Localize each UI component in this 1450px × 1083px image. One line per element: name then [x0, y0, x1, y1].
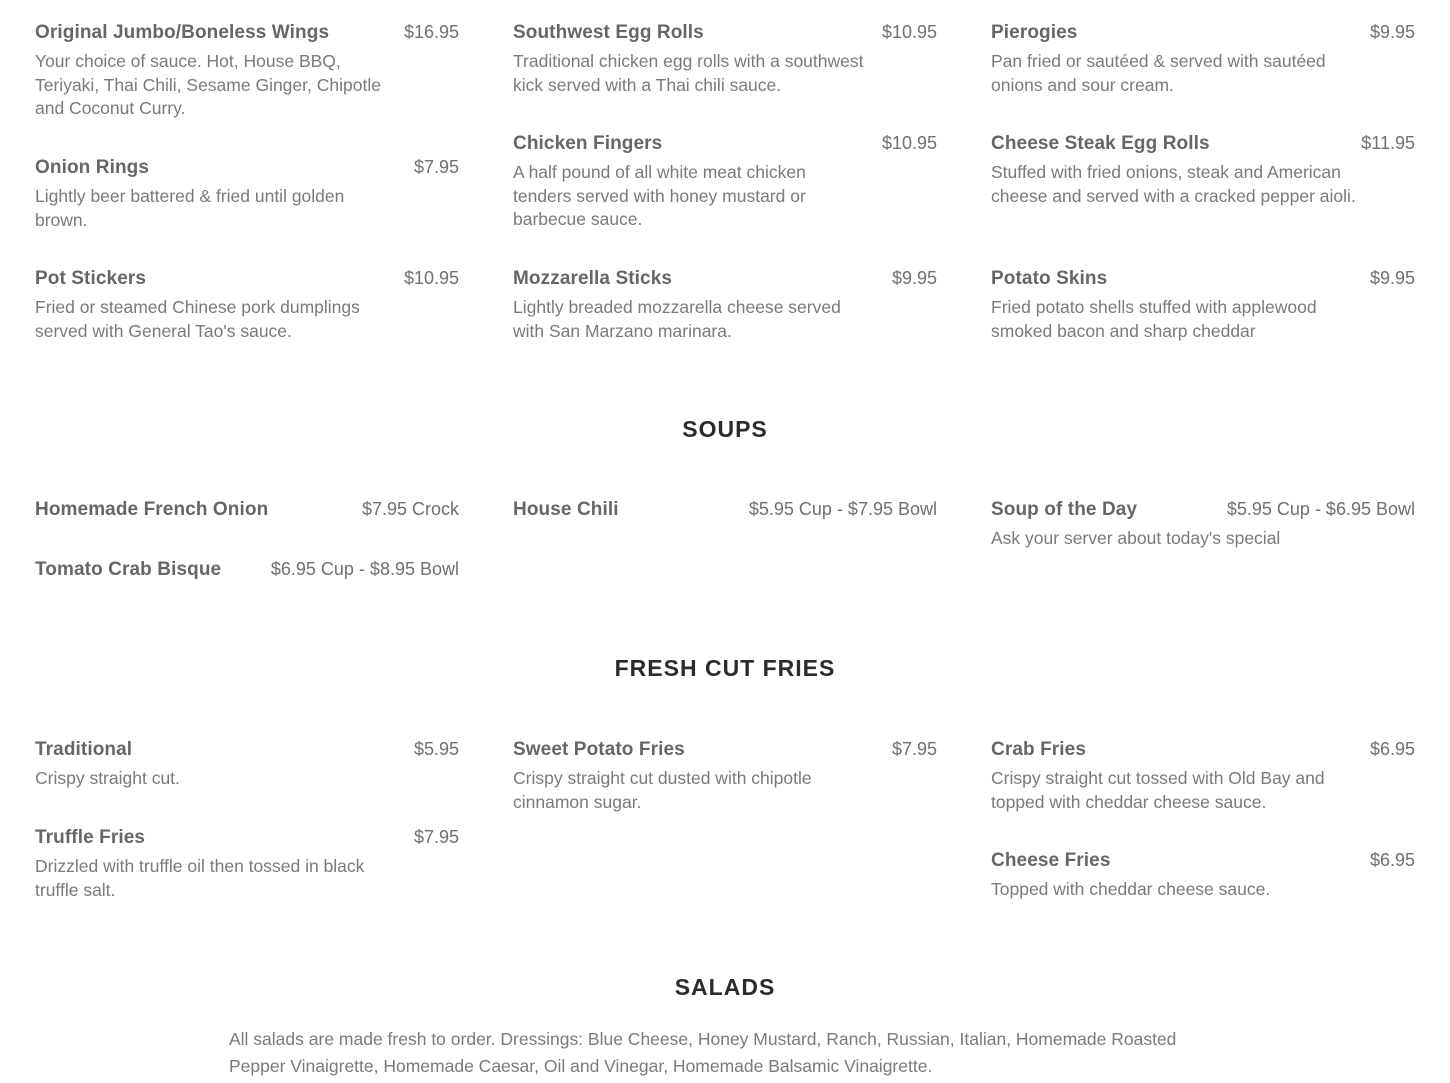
item-price: $16.95: [403, 22, 459, 42]
fries-grid: [35, 737, 1415, 902]
menu-item: [35, 266, 459, 343]
item-name: Potato Skins: [991, 268, 1108, 289]
item-price: $10.95: [881, 133, 937, 153]
item-name: Chicken Fingers: [513, 133, 663, 154]
item-name: Crab Fries: [991, 739, 1086, 760]
menu-item: [513, 497, 937, 522]
item-price: $6.95: [1369, 739, 1415, 759]
menu-item: [513, 266, 937, 343]
item-price: $7.95: [413, 157, 459, 177]
soups-column-2: [513, 497, 937, 582]
item-name: Tomato Crab Bisque: [35, 559, 222, 580]
menu-item: [35, 497, 459, 557]
item-name: Sweet Potato Fries: [513, 739, 685, 760]
item-description: Ask your server about today's special: [991, 528, 1281, 548]
item-name: House Chili: [513, 499, 619, 520]
item-price: $7.95 Crock: [361, 499, 459, 519]
item-name: Soup of the Day: [991, 499, 1138, 520]
item-price: $10.95: [403, 268, 459, 288]
item-description: Crispy straight cut.: [35, 768, 180, 788]
soups-grid: [35, 497, 1415, 582]
section-title-fries: FRESH CUT FRIES: [614, 655, 836, 681]
section-title-soups: SOUPS: [682, 416, 768, 442]
menu-item: [513, 737, 937, 814]
item-price: $5.95 Cup - $6.95 Bowl: [1226, 499, 1415, 519]
menu-item: [991, 20, 1415, 131]
item-name: Traditional: [35, 739, 133, 760]
item-name: Onion Rings: [35, 157, 150, 178]
item-price: $9.95: [891, 268, 937, 288]
item-name: Pierogies: [991, 22, 1078, 43]
appetizers-column-3: [991, 20, 1415, 343]
menu-item: [35, 557, 459, 582]
item-description: Crispy straight cut dusted with chipotle cinnamon sugar.: [513, 768, 812, 812]
item-description: Fried potato shells stuffed with applewood smoked bacon and sharp cheddar: [991, 297, 1317, 341]
item-description: Stuffed with fried onions, steak and American cheese and served with a cracked pepper aioli.: [991, 162, 1356, 206]
menu-item: [513, 131, 937, 266]
item-description: Topped with cheddar cheese sauce.: [991, 879, 1271, 899]
item-description: Lightly breaded mozzarella cheese served with San Marzano marinara.: [513, 297, 841, 341]
item-price: $6.95 Cup - $8.95 Bowl: [270, 559, 459, 579]
item-description: Your choice of sauce. Hot, House BBQ, Teriyaki, Thai Chili, Sesame Ginger, Chipotle and Coconut Curry.: [35, 51, 381, 118]
menu-item: [513, 20, 937, 131]
soups-column-3: [991, 497, 1415, 582]
item-description: Drizzled with truffle oil then tossed in black truffle salt.: [35, 856, 365, 900]
soups-column-1: [35, 497, 459, 582]
item-price: $11.95: [1361, 133, 1415, 153]
menu-item: [35, 20, 459, 155]
menu-item: [35, 155, 459, 266]
item-name: Mozzarella Sticks: [513, 268, 673, 289]
item-price: $6.95: [1369, 850, 1415, 870]
menu-item: [991, 497, 1415, 551]
item-description: Lightly beer battered & fried until golden brown.: [35, 186, 345, 230]
salads-dressing-note: All salads are made fresh to order. Dressings: Blue Cheese, Honey Mustard, Ranch, Russian, Italian, Homemade Roasted Pepper Vinaigrette, Homemade Caesar, Oil and Vinegar, Homemade Balsamic Vinaigrette.: [229, 1029, 1177, 1076]
item-name: Southwest Egg Rolls: [513, 22, 704, 43]
item-name: Cheese Steak Egg Rolls: [991, 133, 1210, 154]
item-price: $5.95: [413, 739, 459, 759]
item-description: Traditional chicken egg rolls with a southwest kick served with a Thai chili sauce.: [513, 51, 864, 95]
menu-item: [35, 825, 459, 902]
item-price: $9.95: [1369, 22, 1415, 42]
item-description: Fried or steamed Chinese pork dumplings served with General Tao's sauce.: [35, 297, 360, 341]
item-name: Pot Stickers: [35, 268, 147, 289]
item-price: $7.95: [891, 739, 937, 759]
item-name: Homemade French Onion: [35, 499, 269, 520]
appetizers-column-1: [35, 20, 459, 343]
item-price: $9.95: [1369, 268, 1415, 288]
item-price: $7.95: [413, 827, 459, 847]
fries-column-3: [991, 737, 1415, 902]
menu-item: [35, 737, 459, 825]
menu-item: [991, 848, 1415, 902]
menu-item: [991, 266, 1415, 343]
menu-item: [991, 737, 1415, 848]
item-description: A half pound of all white meat chicken tenders served with honey mustard or barbecue sauce.: [513, 162, 806, 229]
item-description: Pan fried or sautéed & served with sautéed onions and sour cream.: [991, 51, 1326, 95]
item-price: $10.95: [881, 22, 937, 42]
appetizers-grid: [35, 20, 1415, 343]
fries-column-1: [35, 737, 459, 902]
item-name: Cheese Fries: [991, 850, 1111, 871]
section-title-salads: SALADS: [674, 974, 776, 1000]
menu-item: [991, 131, 1415, 266]
item-price: $5.95 Cup - $7.95 Bowl: [748, 499, 937, 519]
appetizers-column-2: [513, 20, 937, 343]
fries-column-2: [513, 737, 937, 902]
item-name: Original Jumbo/Boneless Wings: [35, 22, 330, 43]
item-name: Truffle Fries: [35, 827, 146, 848]
item-description: Crispy straight cut tossed with Old Bay and topped with cheddar cheese sauce.: [991, 768, 1325, 812]
